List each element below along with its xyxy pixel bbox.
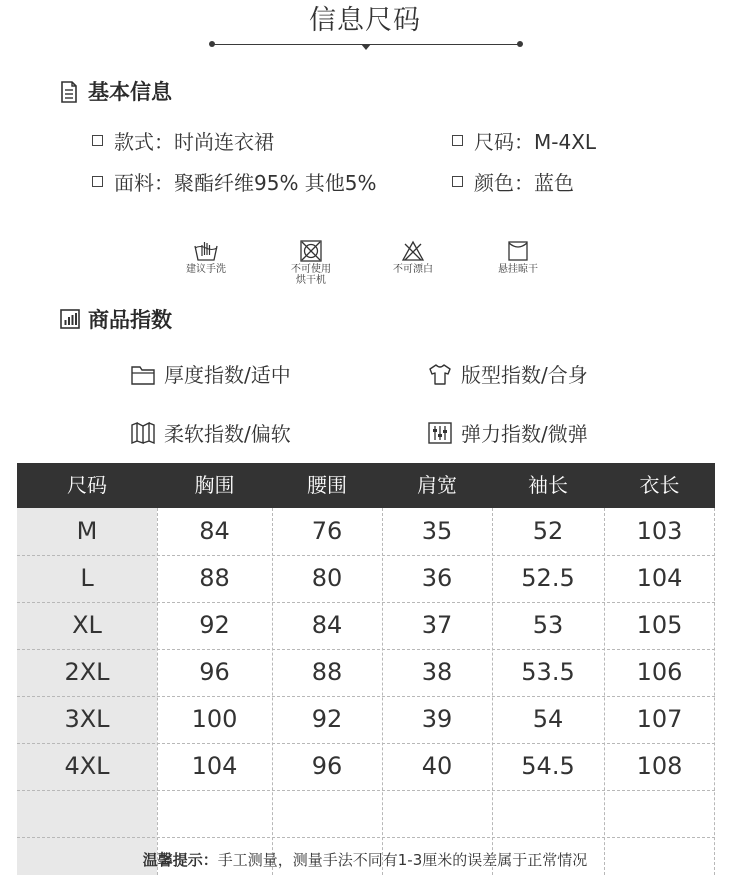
- sliders-icon: [427, 421, 453, 445]
- size-cell: L: [80, 564, 94, 592]
- divider-dot-right: [517, 41, 523, 47]
- measurement-cell: 35: [421, 517, 453, 545]
- table-row: [17, 790, 715, 837]
- row-divider: [17, 743, 715, 744]
- column-divider: [272, 508, 273, 875]
- tshirt-icon: [427, 362, 453, 386]
- hand-wash-icon: [193, 240, 219, 262]
- size-cell: 3XL: [64, 705, 110, 733]
- checkbox-icon: [452, 176, 463, 187]
- column-divider: [492, 508, 493, 875]
- measurement-cell: 36: [421, 564, 453, 592]
- measurement-cell: 84: [311, 611, 343, 639]
- column-divider: [604, 508, 605, 875]
- row-divider: [17, 696, 715, 697]
- table-row: [17, 508, 715, 555]
- table-row: [17, 743, 715, 790]
- column-divider: [714, 508, 715, 875]
- measurement-cell: 88: [311, 658, 343, 686]
- row-divider: [17, 555, 715, 556]
- table-row: [17, 649, 715, 696]
- measurement-cell: 54.5: [521, 752, 575, 780]
- measurement-cell: 76: [311, 517, 343, 545]
- row-divider: [17, 837, 715, 838]
- size-cell: [17, 790, 157, 837]
- measurement-cell: 53.5: [521, 658, 575, 686]
- row-divider: [17, 649, 715, 650]
- measurement-cell: 104: [636, 564, 683, 592]
- care-no-tumble-dry: 不可使用 烘干机: [271, 240, 351, 286]
- document-icon: [60, 81, 78, 103]
- folder-icon: [130, 362, 156, 386]
- book-icon: [130, 421, 156, 445]
- checkbox-icon: [92, 135, 103, 146]
- checkbox-icon: [452, 135, 463, 146]
- table-header-cell: 袖长: [528, 473, 568, 497]
- measurement-cell: [157, 790, 272, 837]
- hang-dry-icon: [506, 240, 530, 262]
- checkbox-icon: [92, 176, 103, 187]
- table-header-cell: 尺码: [67, 473, 107, 497]
- title-divider: [212, 44, 520, 45]
- measurement-cell: 107: [636, 705, 683, 733]
- measurement-note: [0, 849, 730, 871]
- measurement-cell: 92: [311, 705, 343, 733]
- note-text: 手工测量，测量手法不同有1-3厘米的误差属于正常情况: [217, 851, 588, 869]
- note-label: 温馨提示：: [142, 851, 218, 869]
- table-header-cell: 衣长: [639, 473, 680, 497]
- table-header-cell: 肩宽: [417, 473, 457, 497]
- measurement-cell: 38: [421, 658, 453, 686]
- measurement-cell: 80: [311, 564, 343, 592]
- table-row: [17, 696, 715, 743]
- measurement-cell: 37: [421, 611, 453, 639]
- care-hang-dry: 悬挂晾干: [478, 240, 558, 275]
- measurement-cell: 88: [199, 564, 230, 592]
- no-tumble-dry-icon: [299, 240, 323, 262]
- measurement-cell: 53: [532, 611, 564, 639]
- measurement-cell: 54: [532, 705, 564, 733]
- measurement-cell: 96: [311, 752, 343, 780]
- divider-triangle: [361, 44, 371, 50]
- no-bleach-icon: [401, 240, 425, 262]
- measurement-cell: 100: [191, 705, 238, 733]
- measurement-cell: 52: [532, 517, 564, 545]
- measurement-cell: [382, 790, 492, 837]
- measurement-cell: 92: [199, 611, 230, 639]
- page-title: 信息尺码: [309, 5, 421, 36]
- measurement-cell: 106: [636, 658, 683, 686]
- measurement-cell: 105: [636, 611, 683, 639]
- row-divider: [17, 602, 715, 603]
- care-hand-wash: 建议手洗: [166, 240, 246, 275]
- table-row: [17, 555, 715, 602]
- size-cell: 2XL: [64, 658, 110, 686]
- table-row: [17, 602, 715, 649]
- measurement-cell: 96: [199, 658, 230, 686]
- measurement-cell: [272, 790, 382, 837]
- measurement-cell: [492, 790, 604, 837]
- measurement-cell: 84: [199, 517, 230, 545]
- divider-dot-left: [209, 41, 215, 47]
- measurement-cell: 52.5: [521, 564, 575, 592]
- size-cell: XL: [72, 611, 102, 639]
- measurement-cell: [604, 790, 715, 837]
- table-header: [17, 463, 715, 508]
- measurement-cell: 108: [636, 752, 683, 780]
- column-divider: [157, 508, 158, 875]
- measurement-cell: 40: [421, 752, 453, 780]
- row-divider: [17, 790, 715, 791]
- size-cell: 4XL: [64, 752, 110, 780]
- column-divider: [382, 508, 383, 875]
- table-header-cell: 胸围: [194, 473, 235, 497]
- size-cell: M: [76, 517, 98, 545]
- measurement-cell: 39: [421, 705, 453, 733]
- bar-chart-icon: [60, 309, 80, 329]
- measurement-cell: 104: [191, 752, 238, 780]
- measurement-cell: 103: [636, 517, 683, 545]
- table-header-cell: 腰围: [307, 473, 347, 497]
- care-no-bleach: 不可漂白: [373, 240, 453, 275]
